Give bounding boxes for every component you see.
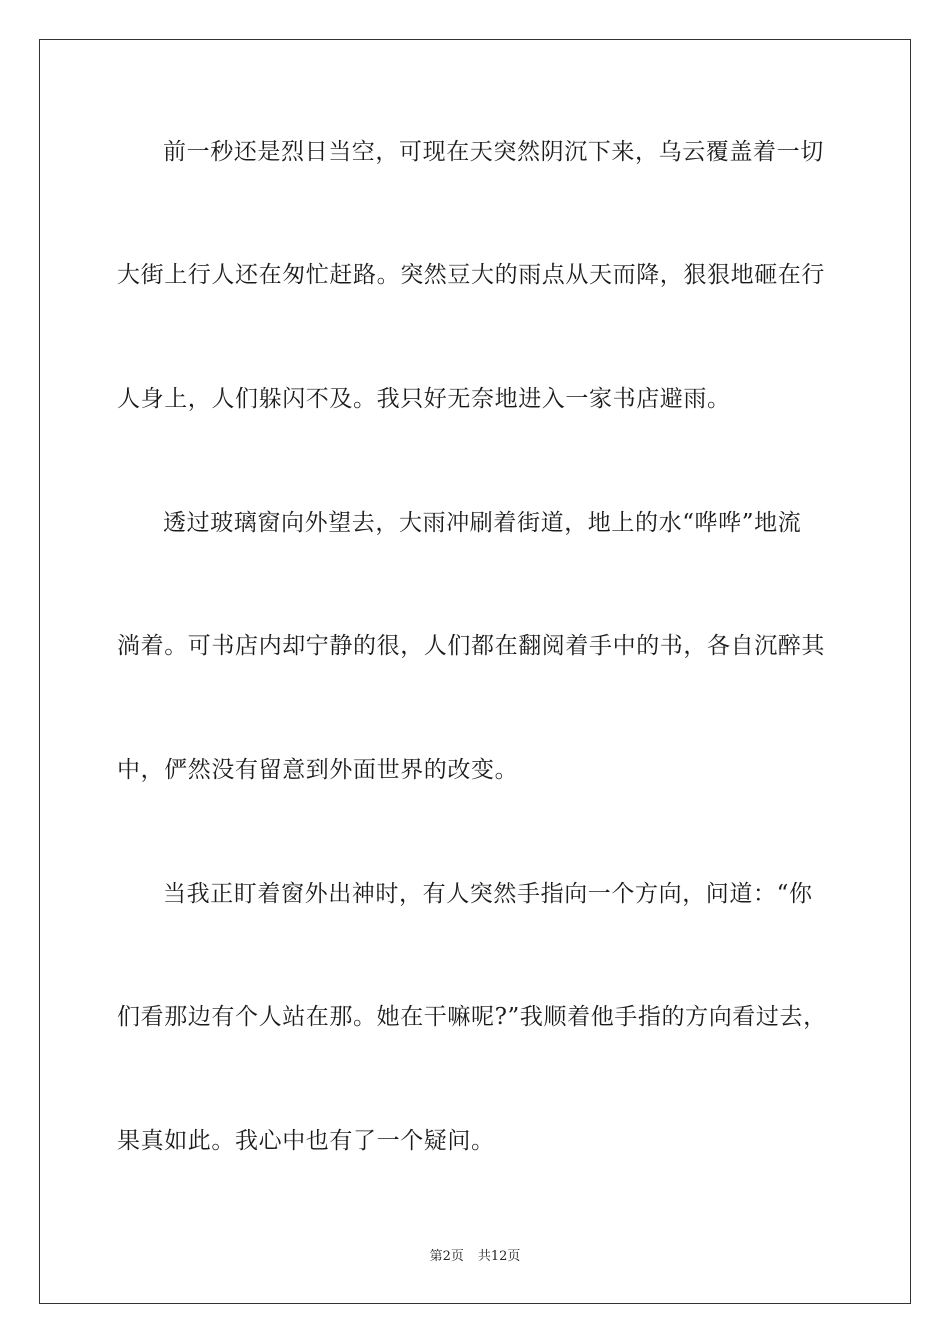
page-border (39, 39, 911, 1304)
total-pages: 共12页 (477, 1249, 521, 1264)
paragraph-2-line-2: 淌着。可书店内却宁静的很，人们都在翻阅着手中的书，各自沉醉其 (117, 633, 825, 659)
paragraph-1-line-2: 大街上行人还在匆忙赶路。突然豆大的雨点从天而降，狠狠地砸在行 (117, 262, 825, 288)
paragraph-3-line-3: 果真如此。我心中也有了一个疑问。 (117, 1128, 495, 1154)
paragraph-1-line-1: 前一秒还是烈日当空，可现在天突然阴沉下来，乌云覆盖着一切 (163, 139, 824, 165)
page-number: 第2页 (429, 1249, 464, 1264)
paragraph-1-line-3: 人身上，人们躲闪不及。我只好无奈地进入一家书店避雨。 (117, 386, 731, 412)
paragraph-2-line-3: 中，俨然没有留意到外面世界的改变。 (117, 757, 519, 783)
paragraph-3-line-2: 们看那边有个人站在那。她在干嘛呢?”我顺着他手指的方向看过去， (117, 1004, 827, 1030)
page-footer (0, 1248, 950, 1266)
paragraph-3-line-1: 当我正盯着窗外出神时，有人突然手指向一个方向，问道：“你 (163, 881, 813, 907)
paragraph-2-line-1: 透过玻璃窗向外望去，大雨冲刷着街道，地上的水“哗哗”地流 (163, 510, 802, 536)
